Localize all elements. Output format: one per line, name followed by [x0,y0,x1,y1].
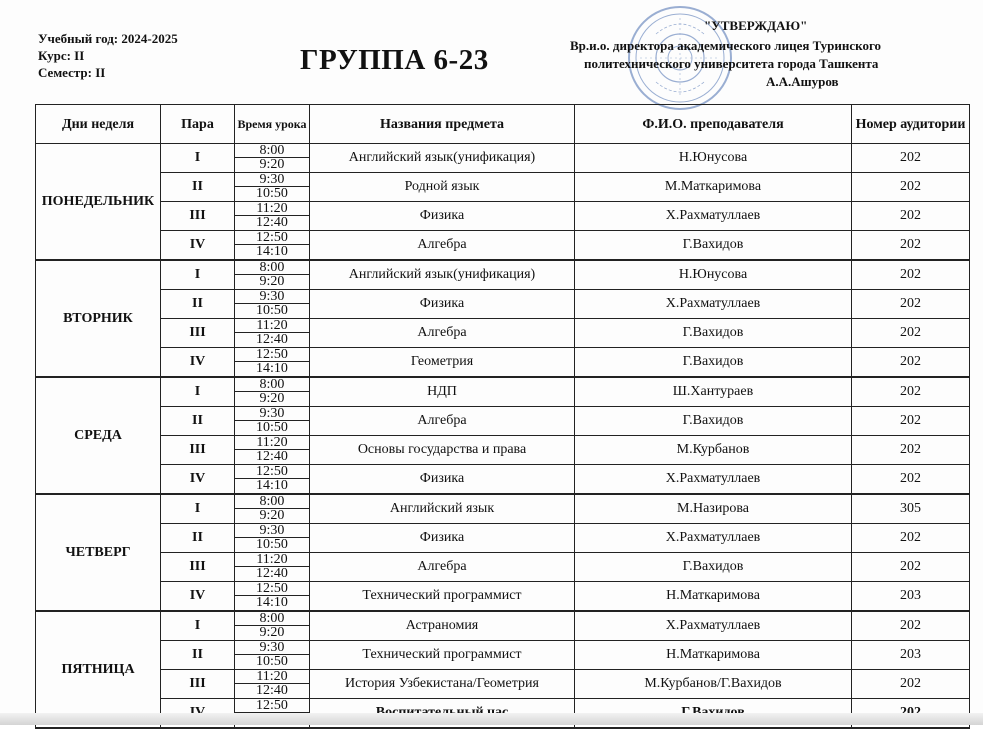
lesson-time [235,144,310,173]
table-row [36,202,970,231]
table-row [36,231,970,261]
pair-number: III [161,202,235,231]
lesson-time [235,582,310,612]
pair-number: I [161,260,235,290]
subject-name: Физика [310,290,575,319]
lesson-end-time: 14:10 [256,361,288,376]
lesson-start-time: 9:30 [235,173,309,187]
col-time-header: Время урока [235,105,310,144]
table-row [36,465,970,495]
lesson-time [235,553,310,582]
room-number: 202 [852,436,970,465]
room-number: 202 [852,202,970,231]
lesson-time [235,436,310,465]
subject-name: НДП [310,377,575,407]
academic-year: Учебный год: 2024-2025 [38,31,178,46]
table-row [36,641,970,670]
teacher-name: М.Маткаримова [575,173,852,202]
table-row [36,611,970,641]
lesson-end-time: 12:40 [256,449,288,464]
lesson-end-time: 9:20 [259,508,285,523]
course: Курс: II [38,48,85,63]
room-number: 202 [852,407,970,436]
col-teacher-header: Ф.И.О. преподавателя [575,105,852,144]
teacher-name: М.Курбанов/Г.Вахидов [575,670,852,699]
teacher-name: Г.Вахидов [575,553,852,582]
schedule-table [35,104,970,729]
subject-name: Алгебра [310,553,575,582]
teacher-name: Н.Юнусова [575,260,852,290]
pair-number: III [161,670,235,699]
subject-name: Английский язык [310,494,575,524]
teacher-name: Н.Маткаримова [575,641,852,670]
day-name: СРЕДА [36,377,161,494]
lesson-time [235,465,310,495]
room-number: 202 [852,348,970,378]
lesson-start-time: 11:20 [235,319,309,333]
page-edge [0,713,983,725]
table-row [36,319,970,348]
col-room-header: Номер аудитории [852,105,970,144]
table-row [36,407,970,436]
room-number: 202 [852,290,970,319]
subject-name: Технический программист [310,641,575,670]
lesson-start-time: 8:00 [235,378,309,392]
teacher-name: Г.Вахидов [575,319,852,348]
lesson-end-time: 9:20 [259,625,285,640]
teacher-name: М.Курбанов [575,436,852,465]
subject-name: Алгебра [310,231,575,261]
room-number: 202 [852,173,970,202]
pair-number: I [161,377,235,407]
lesson-start-time: 12:50 [235,348,309,362]
subject-name: Физика [310,524,575,553]
lesson-time [235,260,310,290]
lesson-start-time: 9:30 [235,407,309,421]
subject-name: Геометрия [310,348,575,378]
lesson-end-time: 10:50 [256,654,288,669]
room-number: 203 [852,641,970,670]
lesson-end-time: 12:40 [256,215,288,230]
lesson-start-time: 8:00 [235,495,309,509]
subject-name: Астраномия [310,611,575,641]
lesson-end-time: 12:40 [256,683,288,698]
day-name: ПЯТНИЦА [36,611,161,728]
table-row [36,524,970,553]
room-number: 305 [852,494,970,524]
table-row [36,377,970,407]
lesson-time [235,494,310,524]
pair-number: IV [161,465,235,495]
subject-name: Английский язык(унификация) [310,144,575,173]
lesson-time [235,377,310,407]
lesson-start-time: 12:50 [235,231,309,245]
teacher-name: Х.Рахматуллаев [575,611,852,641]
lesson-time [235,407,310,436]
table-row [36,553,970,582]
pair-number: II [161,407,235,436]
lesson-start-time: 9:30 [235,290,309,304]
teacher-name: М.Назирова [575,494,852,524]
lesson-time [235,641,310,670]
lesson-time [235,202,310,231]
pair-number: II [161,290,235,319]
lesson-time [235,524,310,553]
lesson-end-time: 14:10 [256,244,288,259]
approval-line-2: политехнического университета города Ташкента [584,56,879,71]
pair-number: IV [161,582,235,612]
lesson-start-time: 11:20 [235,436,309,450]
room-number: 203 [852,582,970,612]
table-header-row [36,105,970,144]
lesson-end-time: 10:50 [256,537,288,552]
table-row [36,436,970,465]
page-title: ГРУППА 6-23 [300,44,489,76]
lesson-end-time: 14:10 [256,595,288,610]
pair-number: I [161,144,235,173]
subject-name: Алгебра [310,319,575,348]
teacher-name: Г.Вахидов [575,407,852,436]
teacher-name: Н.Юнусова [575,144,852,173]
schedule-body [36,144,970,729]
lesson-start-time: 12:50 [235,465,309,479]
teacher-name: Н.Маткаримова [575,582,852,612]
lesson-start-time: 9:30 [235,641,309,655]
table-row [36,670,970,699]
teacher-name: Х.Рахматуллаев [575,465,852,495]
lesson-time [235,611,310,641]
lesson-start-time: 8:00 [235,144,309,158]
lesson-end-time: 14:10 [256,478,288,493]
pair-number: II [161,524,235,553]
pair-number: III [161,553,235,582]
lesson-end-time: 9:20 [259,391,285,406]
lesson-end-time: 9:20 [259,157,285,172]
semester: Семестр: II [38,65,106,80]
lesson-start-time: 11:20 [235,202,309,216]
day-name: ЧЕТВЕРГ [36,494,161,611]
room-number: 202 [852,260,970,290]
col-pair-header: Пара [161,105,235,144]
subject-name: Физика [310,465,575,495]
meta-info [38,30,178,81]
pair-number: II [161,641,235,670]
day-name: ВТОРНИК [36,260,161,377]
teacher-name: Г.Вахидов [575,348,852,378]
table-row [36,348,970,378]
col-subject-header: Названия предмета [310,105,575,144]
lesson-end-time: 12:40 [256,566,288,581]
subject-name: Основы государства и права [310,436,575,465]
pair-number: IV [161,231,235,261]
lesson-end-time: 10:50 [256,186,288,201]
table-row [36,144,970,173]
pair-number: III [161,319,235,348]
lesson-end-time: 12:40 [256,332,288,347]
table-row [36,582,970,612]
lesson-time [235,670,310,699]
lesson-time [235,319,310,348]
lesson-time [235,348,310,378]
pair-number: I [161,494,235,524]
room-number: 202 [852,377,970,407]
room-number: 202 [852,144,970,173]
approval-line-1: Вр.и.о. директора академического лицея Туринского [570,38,882,53]
teacher-name: Х.Рахматуллаев [575,290,852,319]
approval-heading: "УТВЕРЖДАЮ" [704,18,808,33]
subject-name: Английский язык(унификация) [310,260,575,290]
lesson-end-time: 10:50 [256,420,288,435]
lesson-time [235,231,310,261]
lesson-start-time: 11:20 [235,553,309,567]
day-name: ПОНЕДЕЛЬНИК [36,144,161,261]
lesson-start-time: 8:00 [235,261,309,275]
room-number: 202 [852,670,970,699]
subject-name: Технический программист [310,582,575,612]
pair-number: I [161,611,235,641]
room-number: 202 [852,465,970,495]
lesson-start-time: 8:00 [235,612,309,626]
subject-name: Родной язык [310,173,575,202]
teacher-name: Х.Рахматуллаев [575,202,852,231]
lesson-start-time: 12:50 [235,582,309,596]
teacher-name: Г.Вахидов [575,231,852,261]
table-row [36,173,970,202]
approval-signature: А.А.Ашуров [766,74,839,89]
lesson-time [235,290,310,319]
teacher-name: Х.Рахматуллаев [575,524,852,553]
pair-number: IV [161,348,235,378]
pair-number: III [161,436,235,465]
room-number: 202 [852,611,970,641]
subject-name: Физика [310,202,575,231]
subject-name: История Узбекистана/Геометрия [310,670,575,699]
room-number: 202 [852,231,970,261]
lesson-time [235,173,310,202]
col-day-header: Дни неделя [36,105,161,144]
lesson-start-time: 11:20 [235,670,309,684]
lesson-end-time: 9:20 [259,274,285,289]
lesson-end-time: 10:50 [256,303,288,318]
lesson-start-time: 12:50 [235,699,309,713]
table-row [36,290,970,319]
lesson-start-time: 9:30 [235,524,309,538]
table-row [36,494,970,524]
room-number: 202 [852,319,970,348]
teacher-name: Ш.Хантураев [575,377,852,407]
pair-number: II [161,173,235,202]
room-number: 202 [852,524,970,553]
subject-name: Алгебра [310,407,575,436]
room-number: 202 [852,553,970,582]
table-row [36,260,970,290]
